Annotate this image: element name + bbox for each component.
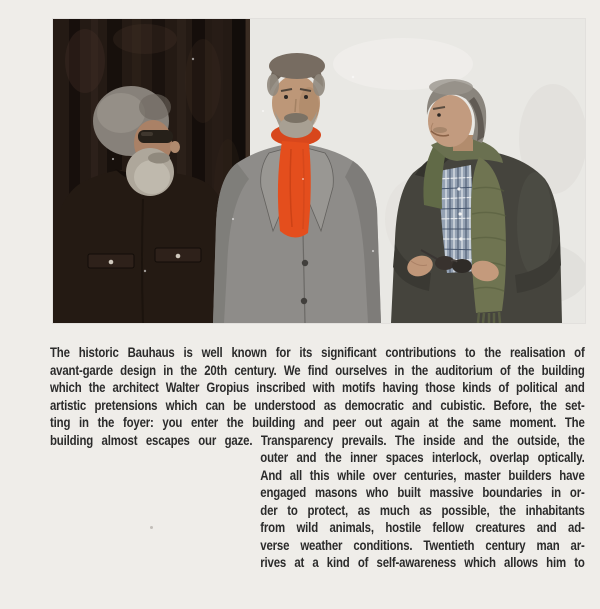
article-paragraph-1 [50, 344, 585, 449]
middle-man-mustache [284, 113, 308, 123]
text-line: The historic Bauhaus is well known for its significant contributions to the realisation of [50, 344, 585, 360]
text-line: artistic pretensions which can be understood as democratic and cubistic. Before, the set- [50, 396, 585, 413]
middle-man-eye [304, 95, 308, 99]
text-line: ting in the foyer: you enter the building and peer out again at the same moment. The [50, 414, 585, 430]
text-line: engaged masons who built massive boundaries in or- [260, 484, 585, 500]
left-man-hair-highlight [97, 93, 145, 133]
middle-man-coat-button [301, 298, 307, 304]
text-line: which the architect Walter Gropius inscribed with motifs having those kinds of political and [50, 379, 585, 395]
left-man-button [176, 254, 181, 259]
left-man-beard-light [134, 160, 170, 194]
text-line: rives at a kind of self-awareness which allows him to [260, 554, 585, 570]
scan-speck [150, 526, 153, 529]
right-man-mustache-shadow [433, 127, 447, 133]
left-man-jacket-seam [142, 199, 143, 323]
left-man-hair-shadow [139, 94, 171, 120]
photo-illustration [53, 19, 585, 323]
right-man-eye [437, 113, 441, 117]
middle-man-temple-grey [313, 74, 325, 96]
left-man-mustache [148, 153, 170, 164]
left-man-button [109, 260, 114, 265]
article-text [50, 344, 585, 572]
right-man-jacket-highlight [517, 172, 553, 276]
text-line: verse weather conditions. Twentieth century man ar- [260, 536, 585, 553]
left-man-glasses [138, 130, 173, 143]
middle-man-temple-grey [267, 74, 279, 96]
article-paragraph-2 [260, 449, 584, 572]
text-line: from wild animals, hostile fellow creatures and ad- [260, 519, 585, 535]
text-line: And all this while over centuries, master builders have [260, 466, 585, 483]
right-man-hair-top [429, 79, 473, 95]
text-line: outer and the inner spaces interlock, overlap optically. [260, 449, 585, 465]
middle-man-scarf-drape [278, 141, 311, 238]
middle-man-coat-button [302, 260, 308, 266]
right-man-face [428, 95, 472, 147]
bauhaus-photo [53, 19, 585, 323]
text-line: der to protect, as much as possible, the inhabitants [260, 501, 585, 518]
text-line: avant-garde design in the 20th century. We find ourselves in the auditorium of the building [50, 361, 585, 378]
middle-man-eye [284, 95, 288, 99]
middle-man-nose [295, 99, 296, 112]
left-man-nose [170, 141, 180, 153]
text-line: building almost escapes our gaze. Transparency prevails. The inside and the outside, the [50, 431, 585, 448]
left-man-glasses-glint [141, 132, 153, 136]
